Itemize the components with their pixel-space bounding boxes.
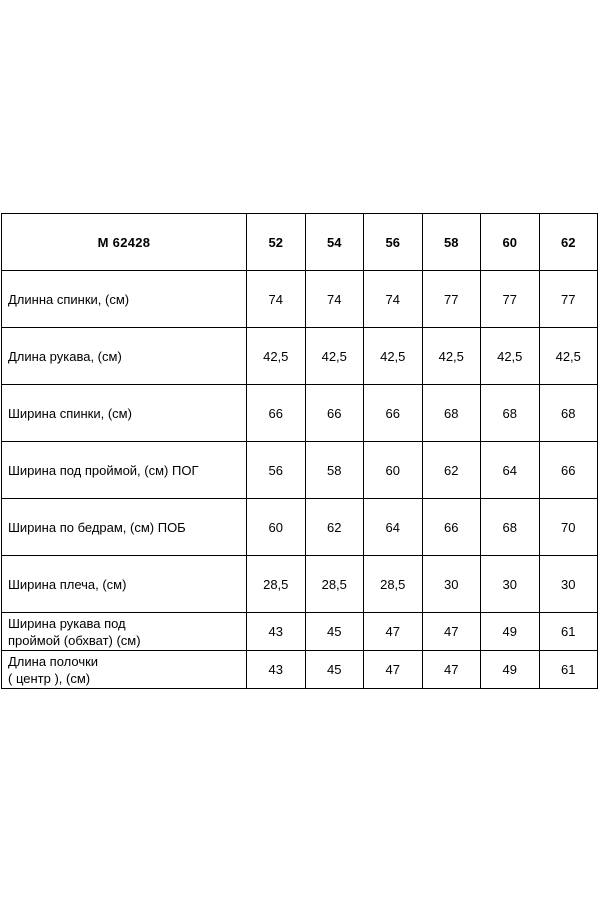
size-header-60: 60 [481,214,540,271]
table-cell: 66 [305,385,364,442]
table-cell: 61 [539,651,598,689]
table-cell: 49 [481,651,540,689]
table-cell: 68 [422,385,481,442]
size-header-58: 58 [422,214,481,271]
size-chart-table [1,213,598,689]
table-cell: 68 [481,385,540,442]
table-cell: 42,5 [539,328,598,385]
table-cell: 62 [422,442,481,499]
table-cell: 42,5 [247,328,306,385]
table-header-row [2,214,598,271]
row-label: Длинна спинки, (см) [2,271,247,328]
table-row [2,613,598,651]
table-cell: 47 [422,613,481,651]
table-cell: 66 [247,385,306,442]
table-cell: 56 [247,442,306,499]
table-row [2,499,598,556]
table-cell: 42,5 [364,328,423,385]
table-cell: 66 [364,385,423,442]
table-cell: 28,5 [364,556,423,613]
table-cell: 74 [305,271,364,328]
table-cell: 49 [481,613,540,651]
table-cell: 74 [364,271,423,328]
table-cell: 28,5 [247,556,306,613]
table-cell: 58 [305,442,364,499]
row-label: Ширина рукава под проймой (обхват) (см) [2,613,247,651]
table-cell: 47 [364,613,423,651]
table-cell: 47 [422,651,481,689]
table-cell: 42,5 [305,328,364,385]
table-row [2,651,598,689]
table-row [2,556,598,613]
table-cell: 66 [539,442,598,499]
table-cell: 42,5 [422,328,481,385]
table-cell: 64 [364,499,423,556]
table-cell: 66 [422,499,481,556]
row-label: Ширина плеча, (см) [2,556,247,613]
table-cell: 42,5 [481,328,540,385]
table-cell: 30 [481,556,540,613]
table-cell: 60 [247,499,306,556]
table-cell: 70 [539,499,598,556]
table-cell: 77 [481,271,540,328]
table-row [2,271,598,328]
row-label: Ширина под проймой, (см) ПОГ [2,442,247,499]
table-row [2,328,598,385]
size-header-62: 62 [539,214,598,271]
size-header-56: 56 [364,214,423,271]
table-cell: 28,5 [305,556,364,613]
table-cell: 61 [539,613,598,651]
table-cell: 60 [364,442,423,499]
table-cell: 43 [247,613,306,651]
table-cell: 45 [305,651,364,689]
size-header-52: 52 [247,214,306,271]
row-label: Ширина по бедрам, (см) ПОБ [2,499,247,556]
table-cell: 30 [422,556,481,613]
row-label: Длина полочки ( центр ), (см) [2,651,247,689]
table-cell: 45 [305,613,364,651]
table-cell: 77 [422,271,481,328]
table-cell: 68 [539,385,598,442]
row-label: Ширина спинки, (см) [2,385,247,442]
table-cell: 47 [364,651,423,689]
table-cell: 68 [481,499,540,556]
table-row [2,442,598,499]
table-row [2,385,598,442]
model-number: M 62428 [2,214,247,271]
table-cell: 43 [247,651,306,689]
size-header-54: 54 [305,214,364,271]
table-cell: 77 [539,271,598,328]
table-cell: 74 [247,271,306,328]
table-cell: 64 [481,442,540,499]
row-label: Длина рукава, (см) [2,328,247,385]
table-cell: 30 [539,556,598,613]
table-cell: 62 [305,499,364,556]
